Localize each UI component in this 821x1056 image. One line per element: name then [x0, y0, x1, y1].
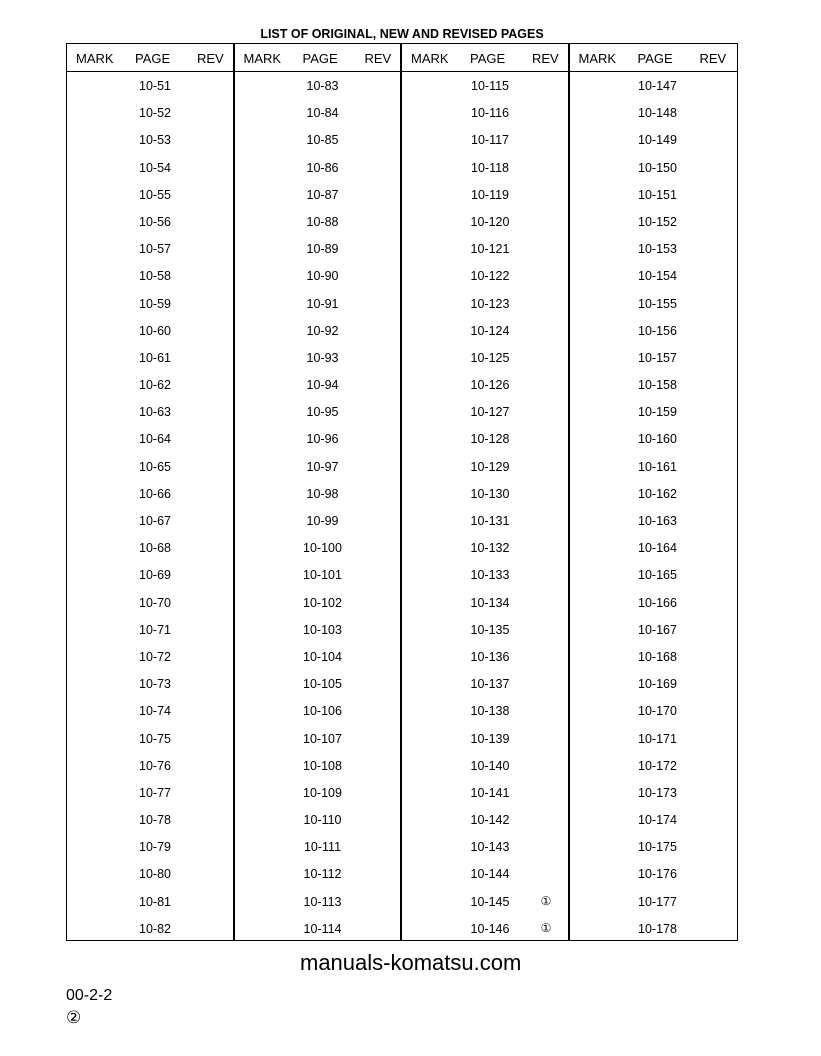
- page-cell: 10-152: [638, 214, 677, 229]
- table-row: [570, 235, 738, 262]
- table-row: [67, 670, 233, 697]
- page-cell: 10-56: [139, 214, 171, 229]
- table-row: [235, 534, 401, 561]
- table-row: [402, 72, 568, 99]
- table-row: [570, 507, 738, 534]
- table-row: [402, 561, 568, 588]
- table-row: [402, 806, 568, 833]
- table-row: [235, 425, 401, 452]
- table-row: [402, 99, 568, 126]
- page-cell: 10-51: [139, 79, 171, 93]
- column-group: [570, 44, 738, 940]
- table-row: [402, 371, 568, 398]
- table-row: [235, 208, 401, 235]
- page-cell: 10-163: [638, 514, 677, 528]
- page-cell: 10-79: [139, 840, 171, 855]
- page-cell: 10-143: [470, 840, 510, 855]
- page-cell: 10-58: [139, 269, 171, 284]
- header-rev: REV: [699, 51, 727, 66]
- page-cell: 10-83: [306, 79, 339, 93]
- table-row: [235, 235, 401, 262]
- page-cell: 10-156: [638, 323, 677, 338]
- table-row: [67, 290, 233, 317]
- header-rev: REV: [532, 51, 559, 66]
- page-cell: 10-174: [638, 813, 677, 828]
- table-row: [402, 398, 568, 425]
- page-cell: 10-60: [139, 323, 171, 338]
- table-row: [67, 72, 233, 99]
- watermark: manuals-komatsu.com: [300, 950, 522, 975]
- page-cell: 10-169: [638, 677, 677, 692]
- page-cell: 10-134: [470, 595, 510, 610]
- page-cell: 10-100: [303, 541, 342, 556]
- table-row: [402, 860, 568, 887]
- table-row: [67, 480, 233, 507]
- rev-cell: ①: [540, 920, 552, 935]
- table-row: [570, 317, 738, 344]
- page-cell: 10-150: [638, 160, 677, 175]
- table-row: [235, 806, 401, 833]
- table-row: [570, 725, 738, 752]
- table-row: [402, 453, 568, 480]
- table-row: [67, 616, 233, 643]
- header-page: PAGE: [135, 51, 171, 66]
- page-cell: 10-121: [470, 242, 510, 257]
- table-row: [67, 126, 233, 153]
- table-row: [235, 888, 401, 915]
- page-cell: 10-114: [303, 921, 342, 936]
- page-cell: 10-101: [303, 568, 342, 583]
- page-cell: 10-81: [139, 894, 171, 909]
- page-cell: 10-105: [303, 677, 342, 692]
- page-cell: 10-154: [638, 269, 677, 284]
- page-cell: 10-59: [139, 296, 171, 311]
- table-row: [67, 181, 233, 208]
- page-cell: 10-66: [139, 486, 171, 501]
- page-cell: 10-89: [306, 242, 339, 257]
- table-row: [570, 480, 738, 507]
- table-row: [570, 208, 738, 235]
- table-row: [570, 833, 738, 860]
- table-row: [67, 643, 233, 670]
- table-row: [67, 915, 233, 942]
- page-cell: 10-153: [638, 242, 677, 257]
- table-row: [67, 371, 233, 398]
- header-page: PAGE: [470, 51, 506, 66]
- page-cell: 10-171: [638, 731, 677, 746]
- page-cell: 10-72: [139, 649, 171, 664]
- page-cell: 10-176: [638, 867, 677, 882]
- table-row: [235, 752, 401, 779]
- table-row: [570, 371, 738, 398]
- table-row: [235, 915, 401, 942]
- page-cell: 10-164: [638, 541, 677, 556]
- table-row: [570, 643, 738, 670]
- table-row: [402, 154, 568, 181]
- page-cell: 10-158: [638, 378, 677, 393]
- table-row: [67, 235, 233, 262]
- table-row: [402, 181, 568, 208]
- column-group: [402, 44, 570, 940]
- page-cell: 10-109: [303, 785, 342, 800]
- header-row: [570, 44, 738, 72]
- table-row: [570, 888, 738, 915]
- page-cell: 10-96: [306, 432, 339, 447]
- table-row: [235, 670, 401, 697]
- table-row: [67, 752, 233, 779]
- table-row: [570, 915, 738, 942]
- page-cell: 10-151: [638, 187, 677, 202]
- rev-cell: ①: [540, 893, 552, 908]
- table-row: [402, 290, 568, 317]
- page-cell: 10-133: [470, 568, 510, 583]
- page-cell: 10-165: [638, 568, 677, 583]
- table-row: [235, 507, 401, 534]
- page-cell: 10-157: [638, 350, 677, 365]
- page-cell: 10-102: [303, 595, 342, 610]
- page-cell: 10-168: [638, 649, 677, 664]
- table-row: [570, 99, 738, 126]
- table-row: [67, 453, 233, 480]
- table-row: [67, 398, 233, 425]
- table-row: [235, 860, 401, 887]
- page-cell: 10-115: [471, 79, 509, 93]
- page-cell: 10-95: [306, 405, 339, 420]
- page-cell: 10-120: [470, 214, 510, 229]
- page-cell: 10-93: [306, 350, 339, 365]
- page-cell: 10-69: [139, 568, 171, 583]
- header-rev: REV: [197, 51, 224, 66]
- header-rev: REV: [364, 51, 392, 66]
- page-cell: 10-80: [139, 867, 171, 882]
- page-cell: 10-64: [139, 432, 171, 447]
- table-row: [235, 561, 401, 588]
- table-row: [402, 725, 568, 752]
- page-cell: 10-113: [303, 894, 342, 909]
- page-cell: 10-177: [638, 894, 677, 909]
- table-row: [235, 99, 401, 126]
- table-row: [235, 72, 401, 99]
- page-cell: 10-128: [470, 432, 510, 447]
- table-row: [235, 779, 401, 806]
- page-cell: 10-137: [470, 677, 510, 692]
- page-cell: 10-68: [139, 541, 171, 556]
- pages-table: [66, 43, 738, 941]
- page-cell: 10-139: [470, 731, 510, 746]
- footer-revision-mark: ②: [66, 1008, 82, 1027]
- header-page: PAGE: [637, 51, 673, 66]
- table-row: [67, 589, 233, 616]
- page-cell: 10-162: [638, 486, 677, 501]
- table-row: [402, 208, 568, 235]
- page-cell: 10-126: [470, 378, 510, 393]
- table-row: [402, 888, 568, 915]
- page-cell: 10-103: [303, 622, 342, 637]
- table-row: [235, 181, 401, 208]
- table-row: [570, 453, 738, 480]
- table-row: [67, 697, 233, 724]
- page-cell: 10-106: [303, 704, 342, 719]
- header-row: [235, 44, 401, 72]
- table-row: [402, 643, 568, 670]
- page-cell: 10-75: [139, 731, 171, 746]
- page-cell: 10-65: [139, 459, 171, 474]
- table-row: [402, 833, 568, 860]
- page-cell: 10-84: [306, 106, 339, 121]
- page-cell: 10-55: [139, 187, 171, 202]
- page-cell: 10-88: [306, 214, 339, 229]
- page-cell: 10-107: [303, 731, 342, 746]
- page-cell: 10-118: [471, 160, 509, 175]
- page-cell: 10-82: [139, 921, 171, 936]
- table-row: [402, 480, 568, 507]
- table-row: [402, 534, 568, 561]
- page-cell: 10-146: [470, 921, 510, 936]
- table-row: [570, 72, 738, 99]
- table-row: [402, 779, 568, 806]
- header-row: [402, 44, 568, 72]
- page-cell: 10-160: [638, 432, 677, 447]
- page-cell: 10-53: [139, 133, 171, 148]
- page-cell: 10-132: [470, 541, 510, 556]
- header-page: PAGE: [302, 51, 338, 66]
- table-row: [67, 860, 233, 887]
- page-cell: 10-148: [638, 106, 677, 121]
- table-row: [570, 806, 738, 833]
- table-row: [402, 915, 568, 942]
- page-cell: 10-87: [306, 187, 339, 202]
- page-cell: 10-124: [470, 323, 510, 338]
- table-row: [67, 425, 233, 452]
- table-row: [402, 507, 568, 534]
- page-cell: 10-90: [306, 269, 339, 284]
- table-row: [570, 126, 738, 153]
- table-row: [235, 833, 401, 860]
- page-cell: 10-111: [303, 840, 342, 855]
- table-row: [570, 181, 738, 208]
- table-row: [235, 126, 401, 153]
- page-cell: 10-61: [139, 350, 171, 365]
- page-cell: 10-145: [470, 894, 510, 909]
- table-row: [235, 154, 401, 181]
- table-row: [67, 561, 233, 588]
- table-row: [402, 616, 568, 643]
- page-cell: 10-166: [638, 595, 677, 610]
- table-row: [67, 779, 233, 806]
- footer-page-number: 00-2-2: [66, 987, 113, 1004]
- table-row: [67, 888, 233, 915]
- table-row: [235, 262, 401, 289]
- page-cell: 10-149: [638, 133, 677, 148]
- table-row: [402, 262, 568, 289]
- header-row: [67, 44, 233, 72]
- page-cell: 10-70: [139, 595, 171, 610]
- page-cell: 10-62: [139, 378, 171, 393]
- page-cell: 10-159: [638, 405, 677, 420]
- table-row: [67, 262, 233, 289]
- table-row: [235, 725, 401, 752]
- header-mark: MARK: [243, 51, 282, 66]
- header-mark: MARK: [76, 51, 114, 66]
- page-cell: 10-140: [470, 758, 510, 773]
- page-cell: 10-123: [470, 296, 510, 311]
- table-row: [67, 208, 233, 235]
- table-row: [67, 806, 233, 833]
- table-row: [402, 697, 568, 724]
- page-cell: 10-54: [139, 160, 171, 175]
- page-cell: 10-175: [638, 840, 677, 855]
- page-cell: 10-130: [470, 486, 510, 501]
- page-cell: 10-125: [470, 350, 510, 365]
- page-cell: 10-127: [470, 405, 510, 420]
- page-cell: 10-94: [306, 378, 339, 393]
- page-cell: 10-161: [638, 459, 677, 474]
- page-cell: 10-91: [306, 296, 339, 311]
- table-row: [235, 453, 401, 480]
- header-mark: MARK: [578, 51, 617, 66]
- page-cell: 10-122: [470, 269, 510, 284]
- table-row: [570, 561, 738, 588]
- page-cell: 10-131: [470, 514, 510, 528]
- table-row: [235, 697, 401, 724]
- page-cell: 10-98: [306, 486, 339, 501]
- page-title: LIST OF ORIGINAL, NEW AND REVISED PAGES: [260, 27, 544, 41]
- table-row: [235, 589, 401, 616]
- table-row: [570, 589, 738, 616]
- page-cell: 10-108: [303, 758, 342, 773]
- column-group: [235, 44, 403, 940]
- page-cell: 10-141: [470, 785, 510, 800]
- page-cell: 10-147: [638, 79, 677, 93]
- page-cell: 10-104: [303, 649, 342, 664]
- table-row: [402, 425, 568, 452]
- page-cell: 10-99: [306, 514, 339, 528]
- page-cell: 10-178: [638, 921, 677, 936]
- table-row: [402, 752, 568, 779]
- table-row: [235, 643, 401, 670]
- table-row: [570, 290, 738, 317]
- table-row: [570, 154, 738, 181]
- page-cell: 10-129: [470, 459, 510, 474]
- page-cell: 10-74: [139, 704, 171, 719]
- table-row: [67, 534, 233, 561]
- table-row: [67, 344, 233, 371]
- table-row: [402, 589, 568, 616]
- page-cell: 10-86: [306, 160, 339, 175]
- page-cell: 10-119: [471, 187, 509, 202]
- table-row: [570, 616, 738, 643]
- table-row: [570, 398, 738, 425]
- page-cell: 10-136: [470, 649, 510, 664]
- page-cell: 10-63: [139, 405, 171, 420]
- table-row: [570, 425, 738, 452]
- table-row: [402, 317, 568, 344]
- table-row: [235, 616, 401, 643]
- table-row: [570, 670, 738, 697]
- table-row: [570, 697, 738, 724]
- page-cell: 10-85: [306, 133, 339, 148]
- table-row: [570, 262, 738, 289]
- page-cell: 10-155: [638, 296, 677, 311]
- table-row: [402, 670, 568, 697]
- table-row: [570, 752, 738, 779]
- table-row: [67, 507, 233, 534]
- table-row: [67, 99, 233, 126]
- table-row: [235, 290, 401, 317]
- page-cell: 10-170: [638, 704, 677, 719]
- table-row: [402, 344, 568, 371]
- table-row: [402, 235, 568, 262]
- table-row: [67, 833, 233, 860]
- table-row: [235, 317, 401, 344]
- page-cell: 10-78: [139, 813, 171, 828]
- page-cell: 10-57: [139, 242, 171, 257]
- page-cell: 10-167: [638, 622, 677, 637]
- table-row: [235, 371, 401, 398]
- table-row: [235, 480, 401, 507]
- page-cell: 10-73: [139, 677, 171, 692]
- column-group: [67, 44, 235, 940]
- header-mark: MARK: [411, 51, 449, 66]
- page-cell: 10-76: [139, 758, 171, 773]
- table-row: [67, 317, 233, 344]
- page-cell: 10-172: [638, 758, 677, 773]
- page-cell: 10-67: [139, 514, 171, 528]
- page-cell: 10-71: [139, 622, 171, 637]
- page-cell: 10-92: [306, 323, 339, 338]
- table-row: [570, 860, 738, 887]
- page-cell: 10-112: [303, 867, 342, 882]
- page-cell: 10-135: [470, 622, 510, 637]
- page-cell: 10-97: [306, 459, 339, 474]
- table-row: [67, 154, 233, 181]
- table-row: [235, 398, 401, 425]
- table-row: [235, 344, 401, 371]
- page-cell: 10-77: [139, 785, 171, 800]
- table-row: [67, 725, 233, 752]
- page-cell: 10-144: [470, 867, 510, 882]
- table-row: [570, 534, 738, 561]
- page-cell: 10-110: [303, 813, 342, 828]
- table-row: [570, 344, 738, 371]
- table-row: [402, 126, 568, 153]
- page-cell: 10-142: [470, 813, 510, 828]
- page-cell: 10-117: [471, 133, 509, 148]
- page-cell: 10-173: [638, 785, 677, 800]
- page-cell: 10-116: [471, 106, 509, 121]
- page-cell: 10-52: [139, 106, 171, 121]
- table-row: [570, 779, 738, 806]
- page-cell: 10-138: [470, 704, 510, 719]
